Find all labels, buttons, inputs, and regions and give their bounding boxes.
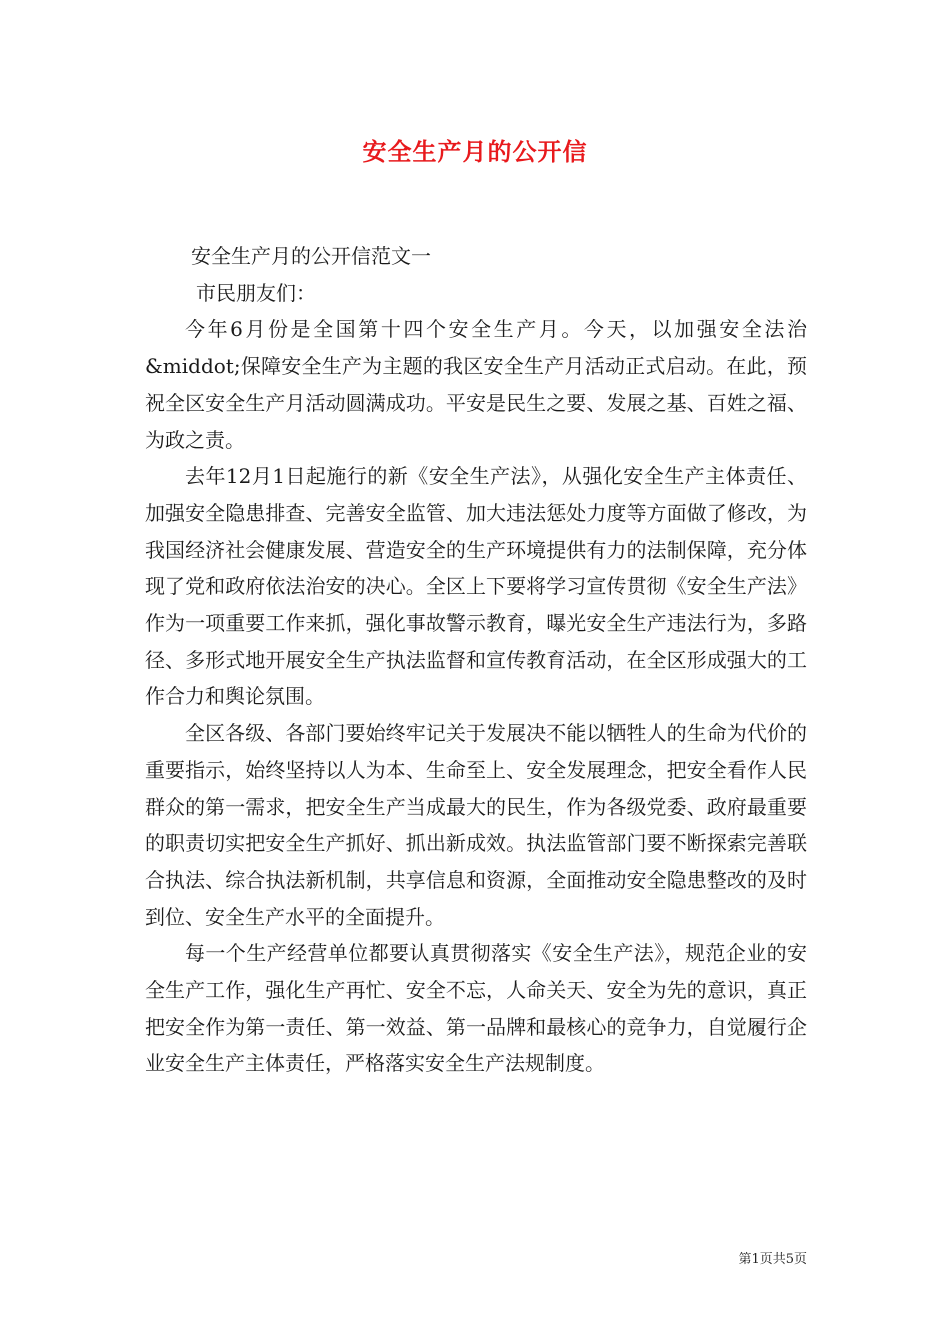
paragraph-4: 每一个生产经营单位都要认真贯彻落实《安全生产法》，规范企业的安全生产工作，强化生产再忙、安全不忘，人命关天、安全为先的意识，真正把安全作为第一责任、第一效益、第一品牌和最核心的竞争力，自觉履行企业安全生产主体责任，严格落实安全生产法规制度。 bbox=[145, 941, 807, 1076]
page-number: 第1页共5页 bbox=[738, 1252, 807, 1267]
paragraph-3: 全区各级、各部门要始终牢记关于发展决不能以牺牲人的生命为代价的重要指示，始终坚持以人为本、生命至上、安全发展理念，把安全看作人民群众的第一需求，把安全生产当成最大的民生，作为各级党委、政府最重要的职责切实把安全生产抓好、抓出新成效。执法监管部门要不断探索完善联合执法、综合执法新机制，共享信息和资源，全面推动安全隐患整改的及时到位、安全生产水平的全面提升。 bbox=[145, 721, 807, 929]
document-title: 安全生产月的公开信 bbox=[362, 137, 588, 166]
salutation: 市民朋友们： bbox=[196, 280, 316, 305]
paragraph-1: 今年6月份是全国第十四个安全生产月。今天，以加强安全法治&middot;保障安全生产为主题的我区安全生产月活动正式启动。在此，预祝全区安全生产月活动圆满成功。平安是民生之要、发展之基、百姓之福、为政之责。 bbox=[145, 317, 807, 452]
document-subheading: 安全生产月的公开信范文一 bbox=[191, 244, 431, 268]
document-body bbox=[145, 238, 807, 1082]
paragraph-2: 去年12月1日起施行的新《安全生产法》，从强化安全生产主体责任、加强安全隐患排查、完善安全监管、加大违法惩处力度等方面做了修改，为我国经济社会健康发展、营造安全的生产环境提供有力的法制保障，充分体现了党和政府依法治安的决心。全区上下要将学习宣传贯彻《安全生产法》作为一项重要工作来抓，强化事故警示教育，曝光安全生产违法行为，多路径、多形式地开展安全生产执法监督和宣传教育活动，在全区形成强大的工作合力和舆论氛围。 bbox=[145, 464, 807, 709]
